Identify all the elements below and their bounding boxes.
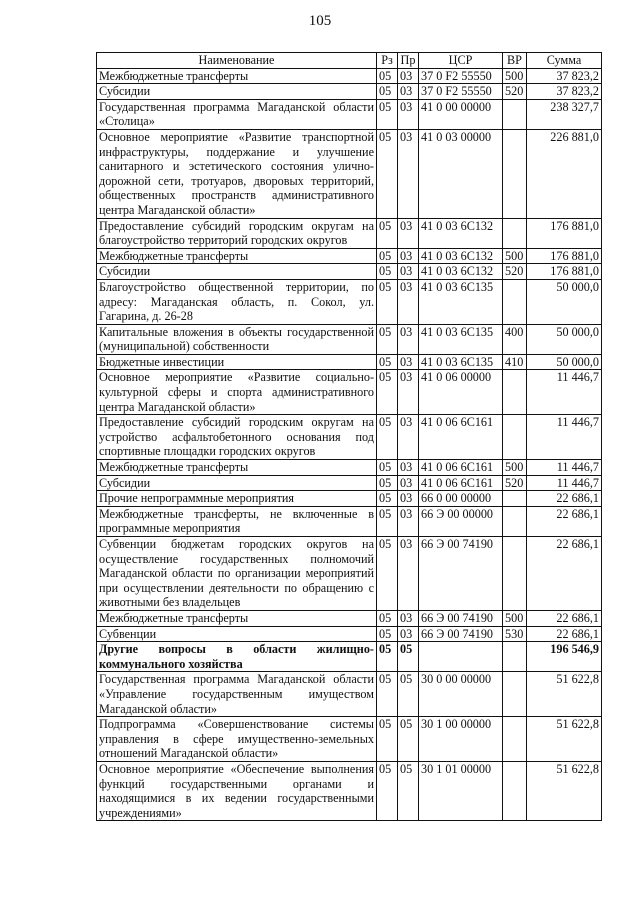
cell-pr: 03 <box>398 99 419 129</box>
cell-sum: 11 446,7 <box>527 370 602 415</box>
cell-rz: 05 <box>377 370 398 415</box>
cell-sum: 51 622,8 <box>527 672 602 717</box>
table-row <box>97 279 602 324</box>
cell-name: Межбюджетные трансферты <box>97 248 377 264</box>
cell-pr: 03 <box>398 415 419 460</box>
cell-rz: 05 <box>377 218 398 248</box>
cell-csr: 37 0 F2 55550 <box>419 68 503 84</box>
cell-name: Субсидии <box>97 475 377 491</box>
cell-sum: 11 446,7 <box>527 475 602 491</box>
cell-vr: 410 <box>503 354 527 370</box>
table-row <box>97 506 602 536</box>
cell-name: Субвенции бюджетам городских округов на осуществление государственных полномочий Магаданской области по организации мероприятий при осуществлении деятельности по обращению с животными без владельцев <box>97 537 377 611</box>
cell-vr <box>503 491 527 507</box>
cell-rz: 05 <box>377 68 398 84</box>
cell-name: Межбюджетные трансферты <box>97 460 377 476</box>
header-sum: Сумма <box>527 53 602 69</box>
cell-pr: 05 <box>398 761 419 820</box>
table-row <box>97 129 602 218</box>
cell-name: Прочие непрограммные мероприятия <box>97 491 377 507</box>
cell-sum: 51 622,8 <box>527 761 602 820</box>
cell-pr: 03 <box>398 84 419 100</box>
cell-pr: 03 <box>398 218 419 248</box>
cell-rz: 05 <box>377 460 398 476</box>
cell-name: Субсидии <box>97 264 377 280</box>
table-row <box>97 84 602 100</box>
table-row <box>97 717 602 762</box>
cell-name: Благоустройство общественной территории, по адресу: Магаданская область, п. Сокол, ул. Гагарина, д. 26-28 <box>97 279 377 324</box>
cell-name: Предоставление субсидий городским округам на устройство асфальтобетонного основания под спортивные площадки городских округов <box>97 415 377 460</box>
cell-sum: 176 881,0 <box>527 248 602 264</box>
cell-name: Государственная программа Магаданской области «Столица» <box>97 99 377 129</box>
cell-pr: 03 <box>398 626 419 642</box>
cell-name: Другие вопросы в области жилищно-коммунального хозяйства <box>97 642 377 672</box>
cell-pr: 03 <box>398 370 419 415</box>
cell-vr <box>503 99 527 129</box>
cell-csr: 41 0 06 6С161 <box>419 415 503 460</box>
cell-pr: 05 <box>398 717 419 762</box>
cell-sum: 176 881,0 <box>527 218 602 248</box>
cell-vr <box>503 129 527 218</box>
cell-rz: 05 <box>377 491 398 507</box>
table-row <box>97 99 602 129</box>
cell-csr: 66 Э 00 74190 <box>419 610 503 626</box>
table-row <box>97 370 602 415</box>
cell-vr <box>503 761 527 820</box>
cell-pr: 03 <box>398 460 419 476</box>
cell-rz: 05 <box>377 610 398 626</box>
cell-name: Основное мероприятие «Развитие социально-культурной сферы и спорта административного центра Магаданской области» <box>97 370 377 415</box>
cell-sum: 11 446,7 <box>527 415 602 460</box>
cell-csr: 30 1 00 00000 <box>419 717 503 762</box>
table-row <box>97 415 602 460</box>
cell-sum: 37 823,2 <box>527 84 602 100</box>
table-row <box>97 537 602 611</box>
cell-vr: 520 <box>503 475 527 491</box>
table-row <box>97 626 602 642</box>
cell-pr: 03 <box>398 248 419 264</box>
cell-rz: 05 <box>377 415 398 460</box>
cell-name: Субсидии <box>97 84 377 100</box>
cell-sum: 22 686,1 <box>527 506 602 536</box>
cell-vr <box>503 370 527 415</box>
cell-vr: 520 <box>503 84 527 100</box>
cell-pr: 03 <box>398 279 419 324</box>
cell-rz: 05 <box>377 537 398 611</box>
cell-csr: 66 Э 00 74190 <box>419 537 503 611</box>
table-body <box>97 68 602 821</box>
table-row <box>97 324 602 354</box>
cell-csr: 41 0 00 00000 <box>419 99 503 129</box>
header-pr: Пр <box>398 53 419 69</box>
cell-sum: 22 686,1 <box>527 610 602 626</box>
cell-vr <box>503 506 527 536</box>
cell-sum: 22 686,1 <box>527 491 602 507</box>
cell-vr <box>503 537 527 611</box>
cell-csr: 41 0 03 00000 <box>419 129 503 218</box>
cell-pr: 03 <box>398 354 419 370</box>
cell-sum: 51 622,8 <box>527 717 602 762</box>
cell-csr: 41 0 03 6С132 <box>419 218 503 248</box>
cell-csr: 41 0 06 6С161 <box>419 460 503 476</box>
cell-csr: 66 Э 00 00000 <box>419 506 503 536</box>
table-row <box>97 264 602 280</box>
cell-csr: 41 0 03 6С135 <box>419 354 503 370</box>
cell-name: Бюджетные инвестиции <box>97 354 377 370</box>
cell-pr: 03 <box>398 610 419 626</box>
cell-csr: 41 0 03 6С135 <box>419 324 503 354</box>
cell-vr <box>503 279 527 324</box>
cell-vr: 500 <box>503 460 527 476</box>
cell-csr: 41 0 03 6С132 <box>419 264 503 280</box>
cell-rz: 05 <box>377 248 398 264</box>
cell-rz: 05 <box>377 506 398 536</box>
cell-pr: 03 <box>398 491 419 507</box>
header-rz: Рз <box>377 53 398 69</box>
table-row <box>97 761 602 820</box>
cell-sum: 50 000,0 <box>527 354 602 370</box>
cell-vr <box>503 415 527 460</box>
cell-pr: 03 <box>398 324 419 354</box>
cell-csr: 30 1 01 00000 <box>419 761 503 820</box>
cell-vr <box>503 642 527 672</box>
cell-name: Основное мероприятие «Обеспечение выполнения функций государственными органами и находящимися в их ведении государственными учреждениями» <box>97 761 377 820</box>
cell-sum: 22 686,1 <box>527 626 602 642</box>
cell-vr: 400 <box>503 324 527 354</box>
cell-name: Предоставление субсидий городским округам на благоустройство территорий городских округов <box>97 218 377 248</box>
cell-pr: 03 <box>398 475 419 491</box>
cell-sum: 50 000,0 <box>527 279 602 324</box>
table-row <box>97 491 602 507</box>
cell-sum: 238 327,7 <box>527 99 602 129</box>
cell-csr: 41 0 03 6С135 <box>419 279 503 324</box>
cell-name: Капитальные вложения в объекты государственной (муниципальной) собственности <box>97 324 377 354</box>
cell-rz: 05 <box>377 264 398 280</box>
cell-rz: 05 <box>377 129 398 218</box>
cell-rz: 05 <box>377 279 398 324</box>
cell-vr <box>503 672 527 717</box>
cell-csr: 41 0 06 6С161 <box>419 475 503 491</box>
cell-pr: 03 <box>398 129 419 218</box>
table-row <box>97 68 602 84</box>
cell-sum: 176 881,0 <box>527 264 602 280</box>
page-number: 105 <box>308 13 332 29</box>
cell-rz: 05 <box>377 717 398 762</box>
cell-pr: 03 <box>398 264 419 280</box>
cell-rz: 05 <box>377 761 398 820</box>
cell-rz: 05 <box>377 672 398 717</box>
cell-pr: 03 <box>398 68 419 84</box>
header-name: Наименование <box>97 53 377 69</box>
table-row <box>97 610 602 626</box>
cell-name: Субвенции <box>97 626 377 642</box>
cell-pr: 03 <box>398 506 419 536</box>
cell-csr <box>419 642 503 672</box>
cell-name: Межбюджетные трансферты <box>97 610 377 626</box>
cell-rz: 05 <box>377 475 398 491</box>
table-row <box>97 642 602 672</box>
cell-rz: 05 <box>377 354 398 370</box>
cell-name: Межбюджетные трансферты, не включенные в программные мероприятия <box>97 506 377 536</box>
table-row <box>97 218 602 248</box>
cell-csr: 66 0 00 00000 <box>419 491 503 507</box>
budget-table <box>96 52 602 821</box>
cell-csr: 41 0 03 6С132 <box>419 248 503 264</box>
table-row <box>97 672 602 717</box>
table-row <box>97 354 602 370</box>
cell-vr: 530 <box>503 626 527 642</box>
cell-rz: 05 <box>377 642 398 672</box>
cell-rz: 05 <box>377 324 398 354</box>
cell-pr: 05 <box>398 672 419 717</box>
table-row <box>97 475 602 491</box>
cell-name: Межбюджетные трансферты <box>97 68 377 84</box>
cell-vr: 500 <box>503 248 527 264</box>
cell-name: Подпрограмма «Совершенствование системы управления в сфере имущественно-земельных отношений Магаданской области» <box>97 717 377 762</box>
cell-rz: 05 <box>377 626 398 642</box>
cell-pr: 03 <box>398 537 419 611</box>
cell-name: Государственная программа Магаданской области «Управление государственным имуществом Магаданской области» <box>97 672 377 717</box>
table-row <box>97 460 602 476</box>
cell-rz: 05 <box>377 84 398 100</box>
cell-csr: 37 0 F2 55550 <box>419 84 503 100</box>
cell-name: Основное мероприятие «Развитие транспортной инфраструктуры, поддержание и улучшение санитарного и эстетического состояния улично-дорожной сети, тротуаров, дворовых территорий, общественных пространств административного центра Магаданской области» <box>97 129 377 218</box>
cell-sum: 50 000,0 <box>527 324 602 354</box>
cell-sum: 196 546,9 <box>527 642 602 672</box>
cell-csr: 66 Э 00 74190 <box>419 626 503 642</box>
cell-vr: 500 <box>503 610 527 626</box>
table-row <box>97 248 602 264</box>
cell-vr <box>503 717 527 762</box>
table-header <box>97 53 602 69</box>
cell-sum: 22 686,1 <box>527 537 602 611</box>
cell-csr: 30 0 00 00000 <box>419 672 503 717</box>
cell-sum: 11 446,7 <box>527 460 602 476</box>
cell-rz: 05 <box>377 99 398 129</box>
cell-sum: 226 881,0 <box>527 129 602 218</box>
cell-vr: 520 <box>503 264 527 280</box>
cell-pr: 05 <box>398 642 419 672</box>
cell-csr: 41 0 06 00000 <box>419 370 503 415</box>
header-csr: ЦСР <box>419 53 503 69</box>
cell-vr <box>503 218 527 248</box>
cell-sum: 37 823,2 <box>527 68 602 84</box>
header-vr: ВР <box>503 53 527 69</box>
cell-vr: 500 <box>503 68 527 84</box>
